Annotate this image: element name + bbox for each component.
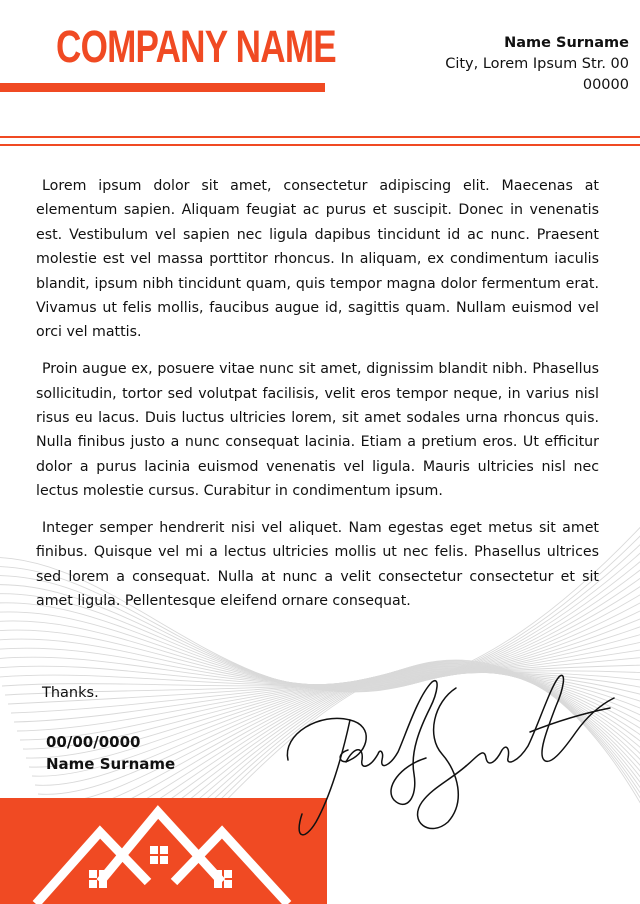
company-name: COMPANY NAME [56,21,336,72]
logo-underline [0,83,325,92]
header-rule-bottom [0,144,640,146]
signature-date: 00/00/0000 [46,733,141,751]
body-paragraph-1: Lorem ipsum dolor sit amet, consectetur adipiscing elit. Maecenas at elementum sapien. Aliquam feugiat ac purus et suscipit. Donec in venenatis est. Vestibulum vel sapien nec ligula dapibus tincidunt id ac nunc. Praesent molestie est vel massa porttitor rhoncus. In aliquam, ex condimentum iaculis blandit, ipsum nibh tincidunt quam, quis tempor magna dolor fermentum erat. Vivamus ut felis mollis, faucibus augue id, sagittis quam. Nullam euismod vel orci vel mattis. [36,178,599,341]
handwritten-signature [280,662,620,852]
signature-block [46,731,175,775]
signature-name: Name Surname [46,755,176,773]
body-paragraph-2: Proin augue ex, posuere vitae nunc sit amet, dignissim blandit nibh. Phasellus sollicitudin, tortor sed volutpat facilisis, velit eros tempor neque, in varius nisl risus eu lacus. Duis luctus ultricies lorem, sit amet sodales urna rhoncus quis. Nulla finibus justo a nunc consequat lacinia. Etiam a pretium eros. Ut efficitur dolor a purus lacinia euismod venenatis vel ligula. Mauris ultricies nisl nec lectus molestie cursus. Curabitur in condimentum ipsum. [36,361,599,500]
body-paragraph-3: Integer semper hendrerit nisi vel aliquet. Nam egestas eget metus sit amet finibus. Quisque vel mi a lectus ultricies mollis ut nec felis. Phasellus ultrices sed lorem a consequat. Nulla at nunc a velit consectetur consectetur et sit amet ligula. Pellentesque eleifend ornare consequat. [36,520,599,610]
sender-block [445,33,629,96]
letter-body [36,174,599,626]
sender-zip: 00000 [582,77,629,93]
sender-name: Name Surname [504,35,629,51]
sender-address: City, Lorem Ipsum Str. 00 [445,56,629,72]
house-roofs-icon [0,798,327,904]
closing-thanks: Thanks. [42,685,99,701]
header-rule-top [0,136,640,138]
